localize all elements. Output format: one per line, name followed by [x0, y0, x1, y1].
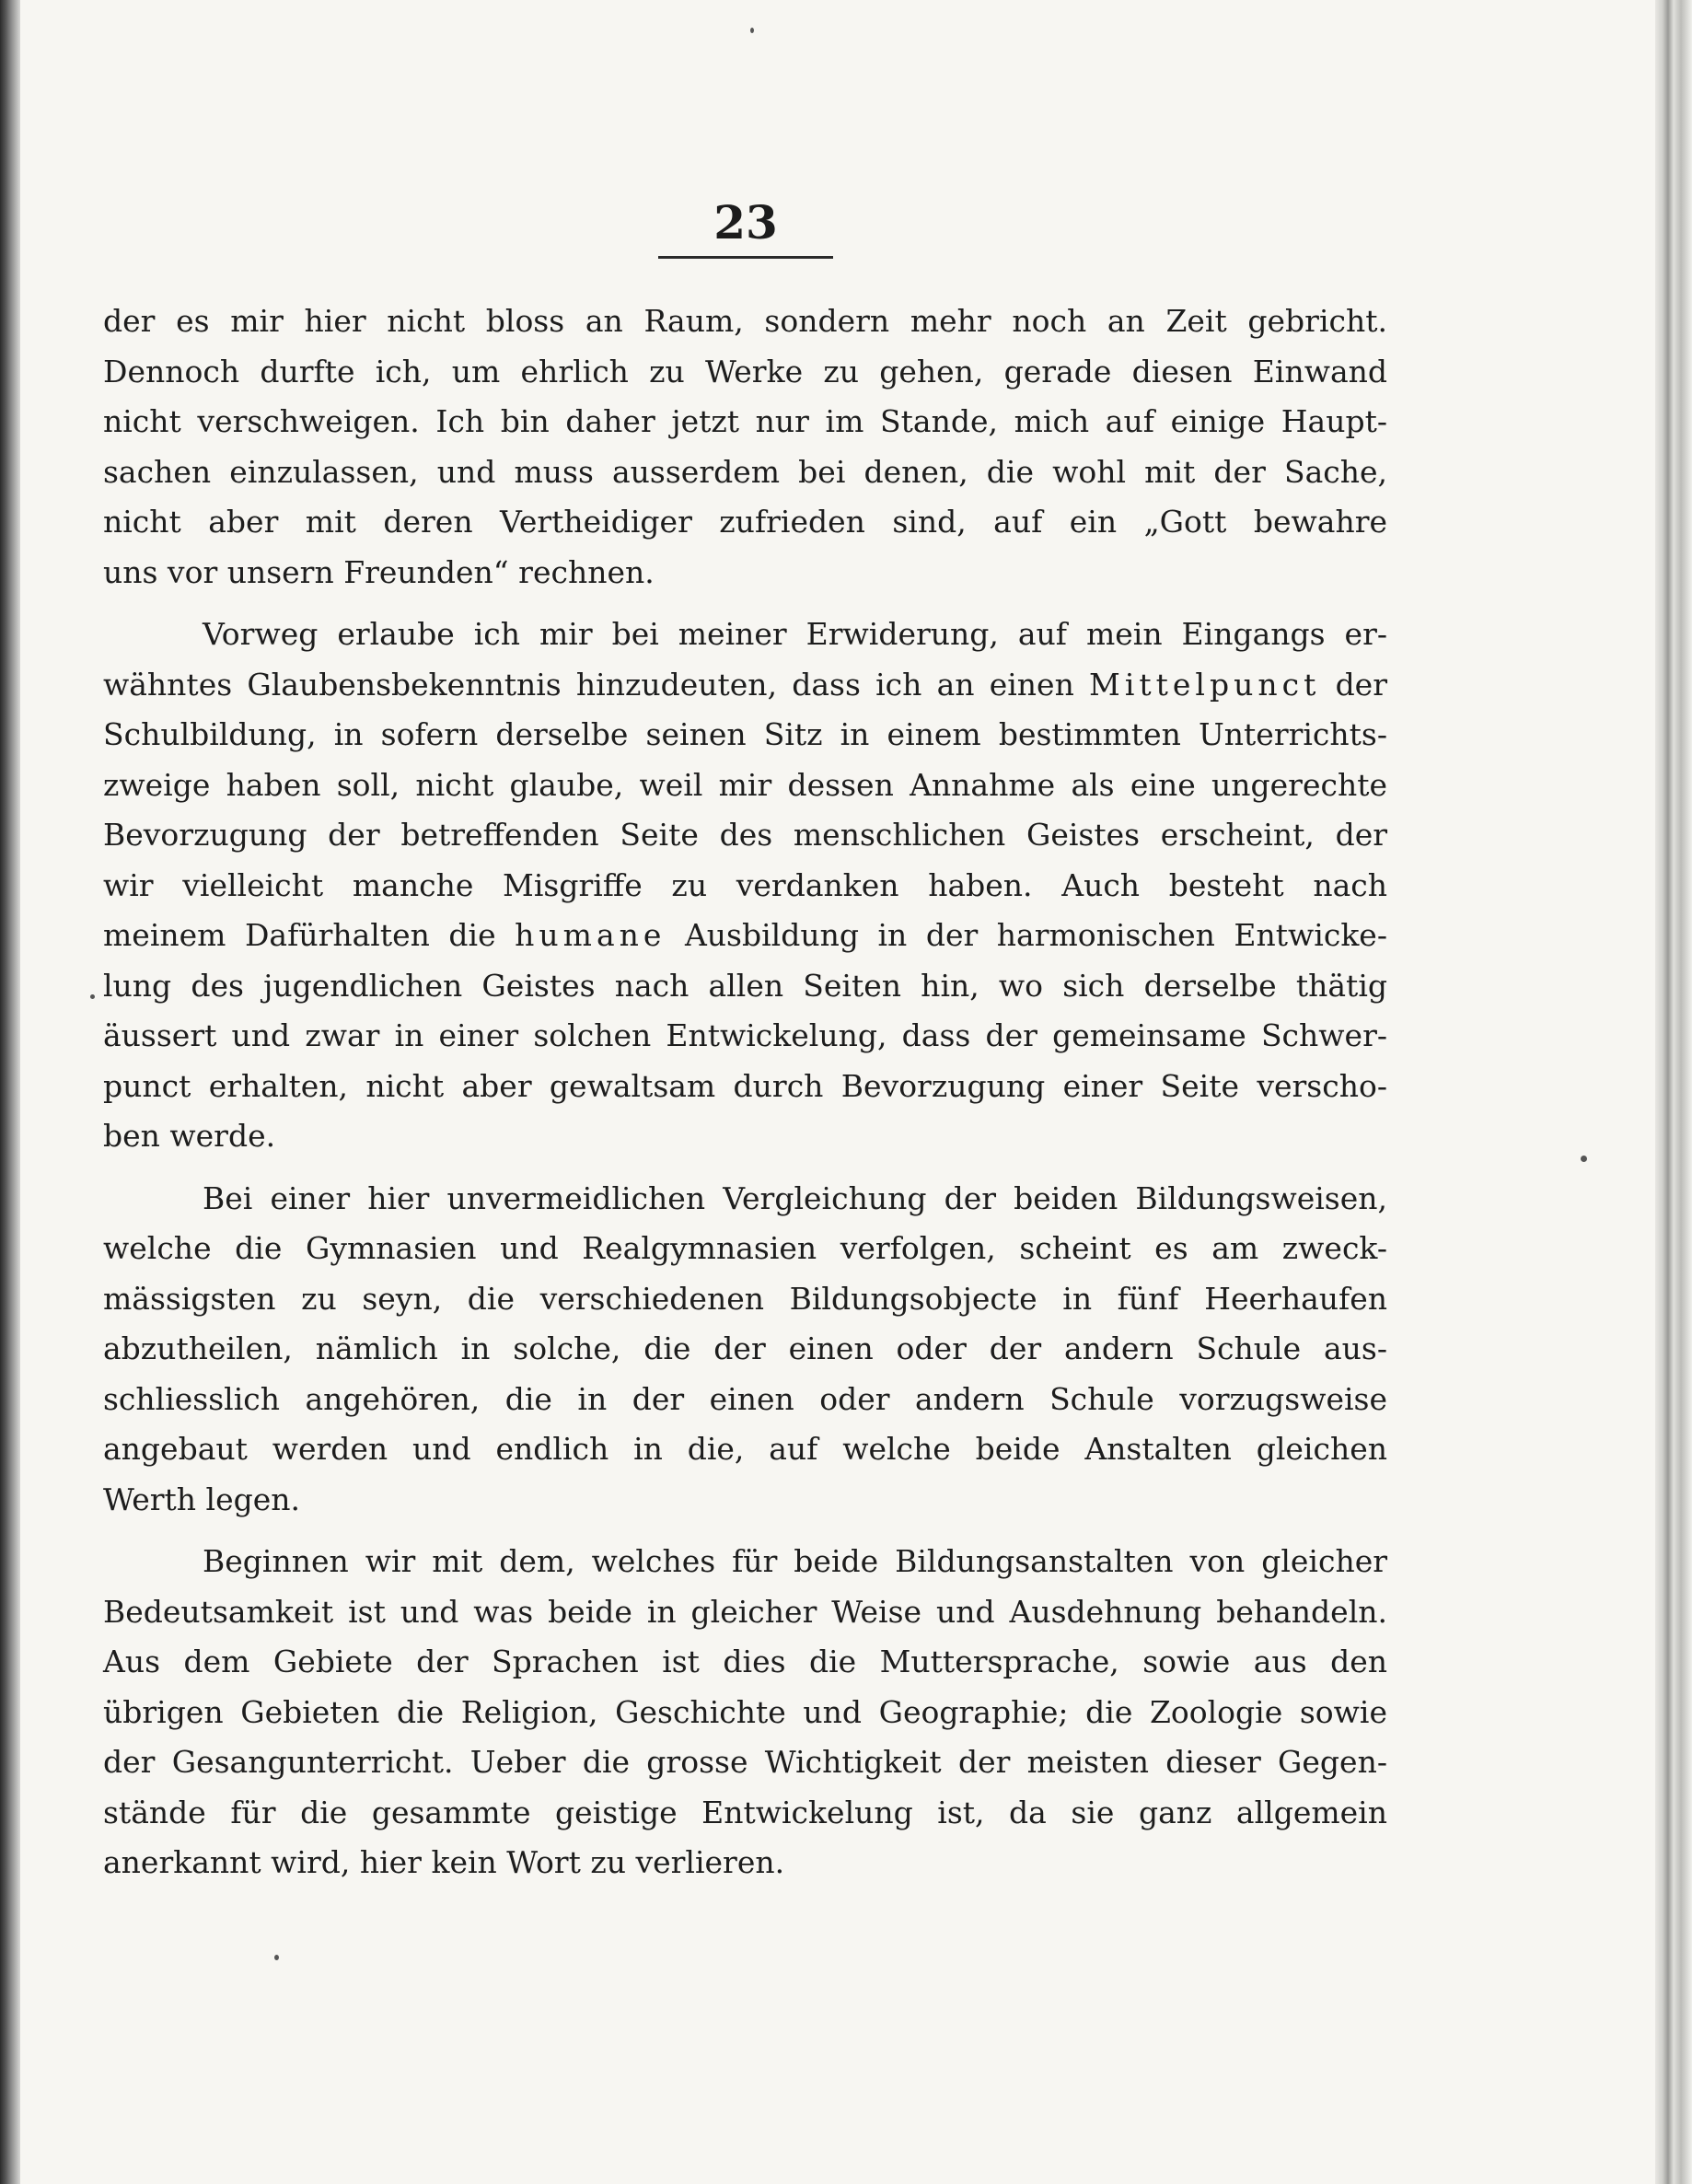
- text-line: Vorweg erlaube ich mir bei meiner Erwiderung, auf mein Eingangs er-: [203, 616, 1387, 652]
- text-line: mässigsten zu seyn, die verschiedenen Bildungsobjecte in fünf Heerhaufen: [103, 1280, 1387, 1317]
- print-speck: [274, 1955, 279, 1960]
- print-speck: [1581, 1156, 1587, 1162]
- page-header: [644, 195, 847, 259]
- text-segment: Ausbildung in der harmonischen Entwicke-: [684, 917, 1387, 953]
- page-number: 23: [713, 195, 778, 250]
- page-gutter-shadow: [0, 0, 20, 2184]
- text-line: nicht verschweigen. Ich bin daher jetzt nur im Stande, mich auf einige Haupt-: [103, 403, 1387, 439]
- paragraph-2: [103, 610, 1387, 1162]
- text-segment: der: [1335, 666, 1387, 703]
- text-line: schliesslich angehören, die in der einen oder andern Schule vorzugsweise: [103, 1380, 1387, 1417]
- text-segment: wähntes Glaubensbekenntnis hinzudeuten, dass ich an einen: [103, 666, 1074, 703]
- text-line: stände für die gesammte geistige Entwickelung ist, da sie ganz allgemein: [103, 1794, 1387, 1830]
- text-line: nicht aber mit deren Vertheidiger zufrieden sind, auf ein „Gott bewahre: [103, 504, 1387, 540]
- text-line-with-emphasis: [103, 660, 1387, 711]
- text-line: ben werde.: [103, 1118, 276, 1154]
- text-line: zweige haben soll, nicht glaube, weil mir dessen Annahme als eine ungerechte: [103, 766, 1387, 803]
- text-line: anerkannt wird, hier kein Wort zu verlieren.: [103, 1844, 785, 1880]
- text-line: Aus dem Gebiete der Sprachen ist dies die Muttersprache, sowie aus den: [103, 1644, 1387, 1679]
- text-line: Dennoch durfte ich, um ehrlich zu Werke zu gehen, gerade diesen Einwand: [103, 353, 1387, 389]
- text-line: der Gesangunterricht. Ueber die grosse Wichtigkeit der meisten dieser Gegen-: [103, 1744, 1387, 1780]
- print-speck: [750, 28, 754, 33]
- text-line: uns vor unsern Freunden“ rechnen.: [103, 553, 655, 590]
- emphasized-word: Mittelpunct: [1089, 666, 1321, 703]
- emphasized-word: humane: [515, 917, 666, 953]
- text-line: Schulbildung, in sofern derselbe seinen Sitz in einem bestimmten Unterrichts-: [103, 716, 1387, 752]
- print-speck: [90, 994, 95, 999]
- paragraph-1: [103, 296, 1387, 598]
- text-segment: meinem Dafürhalten die: [103, 917, 496, 953]
- paragraph-3: [103, 1174, 1387, 1526]
- text-line: lung des jugendlichen Geistes nach allen Seiten hin, wo sich derselbe thätig: [103, 967, 1387, 1004]
- text-line: Werth legen.: [103, 1481, 301, 1517]
- paragraph-4: [103, 1537, 1387, 1888]
- text-line: Bedeutsamkeit ist und was beide in gleicher Weise und Ausdehnung behandeln.: [103, 1593, 1387, 1630]
- text-line: welche die Gymnasien und Realgymnasien verfolgen, scheint es am zweck-: [103, 1230, 1387, 1266]
- text-line-with-emphasis: [103, 911, 1387, 961]
- text-line: punct erhalten, nicht aber gewaltsam durch Bevorzugung einer Seite verscho-: [103, 1067, 1387, 1104]
- text-line: äussert und zwar in einer solchen Entwickelung, dass der gemeinsame Schwer-: [103, 1017, 1387, 1053]
- text-line: Beginnen wir mit dem, welches für beide Bildungsanstalten von gleicher: [203, 1543, 1387, 1579]
- header-rule: [658, 256, 833, 259]
- text-line: wir vielleicht manche Misgriffe zu verdanken haben. Auch besteht nach: [103, 866, 1387, 903]
- body-text: [103, 296, 1387, 1900]
- text-line: abzutheilen, nämlich in solche, die der einen oder der andern Schule aus-: [103, 1330, 1387, 1366]
- text-line: angebaut werden und endlich in die, auf welche beide Anstalten gleichen: [103, 1431, 1387, 1467]
- text-line: der es mir hier nicht bloss an Raum, sondern mehr noch an Zeit gebricht.: [103, 303, 1387, 339]
- text-line: Bei einer hier unvermeidlichen Vergleichung der beiden Bildungsweisen,: [203, 1179, 1387, 1216]
- text-line: Bevorzugung der betreffenden Seite des menschlichen Geistes erscheint, der: [103, 817, 1387, 853]
- text-line: sachen einzulassen, und muss ausserdem bei denen, die wohl mit der Sache,: [103, 453, 1387, 490]
- text-line: übrigen Gebieten die Religion, Geschichte und Geographie; die Zoologie sowie: [103, 1693, 1387, 1730]
- page-edge-shadow: [1655, 0, 1692, 2184]
